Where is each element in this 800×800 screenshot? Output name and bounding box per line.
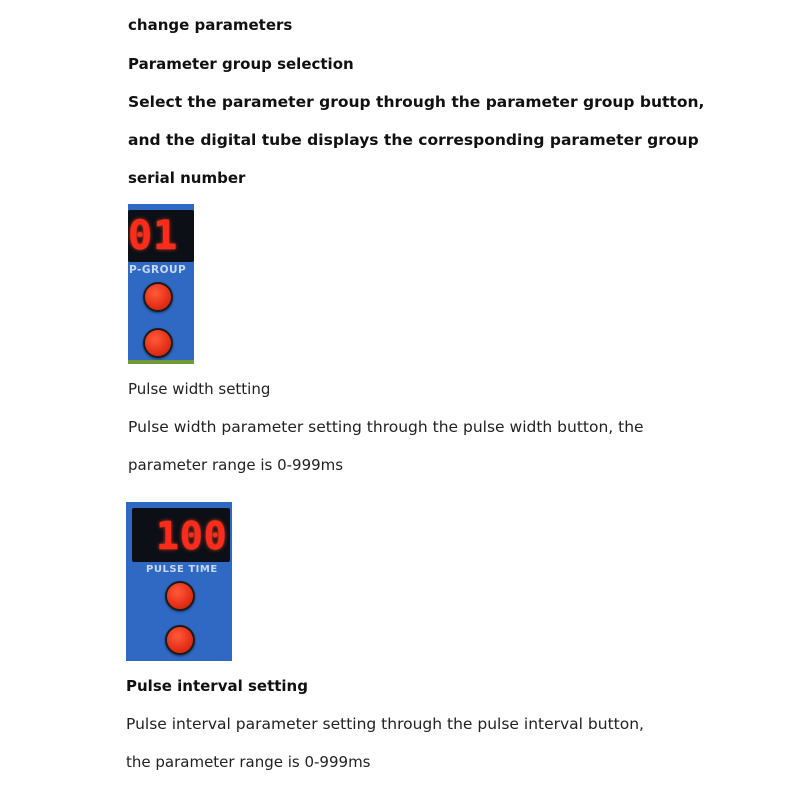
group-desc-line-2: and the digital tube displays the corresponding parameter group (128, 131, 699, 149)
group-desc-line-3: serial number (128, 169, 246, 187)
pulse-time-down-button[interactable] (165, 625, 195, 655)
p-group-panel (128, 204, 194, 364)
pulse-time-up-button[interactable] (165, 581, 195, 611)
heading: change parameters (128, 16, 293, 34)
p-group-down-button[interactable] (143, 328, 173, 358)
panel-edge-strip (128, 360, 194, 364)
pulse-interval-desc-line-1: Pulse interval parameter setting through the pulse interval button, (126, 715, 644, 733)
group-title: Parameter group selection (128, 55, 354, 73)
group-desc-line-1: Select the parameter group through the parameter group button, (128, 93, 705, 111)
p-group-up-button[interactable] (143, 282, 173, 312)
pulse-width-desc-line-2: parameter range is 0-999ms (128, 456, 344, 474)
pulse-time-panel (126, 502, 232, 661)
pulse-time-label: PULSE TIME (146, 564, 218, 575)
pulse-time-display (132, 508, 230, 562)
p-group-display (128, 210, 194, 262)
p-group-label: P-GROUP (129, 264, 187, 276)
pulse-width-desc-line-1: Pulse width parameter setting through the pulse width button, the (128, 418, 644, 436)
p-group-display-value: 01 (128, 216, 179, 256)
pulse-time-display-value: 100 (156, 514, 228, 558)
pulse-interval-title: Pulse interval setting (126, 677, 308, 695)
pulse-interval-desc-line-2: the parameter range is 0-999ms (126, 753, 371, 771)
pulse-width-title: Pulse width setting (128, 380, 271, 398)
